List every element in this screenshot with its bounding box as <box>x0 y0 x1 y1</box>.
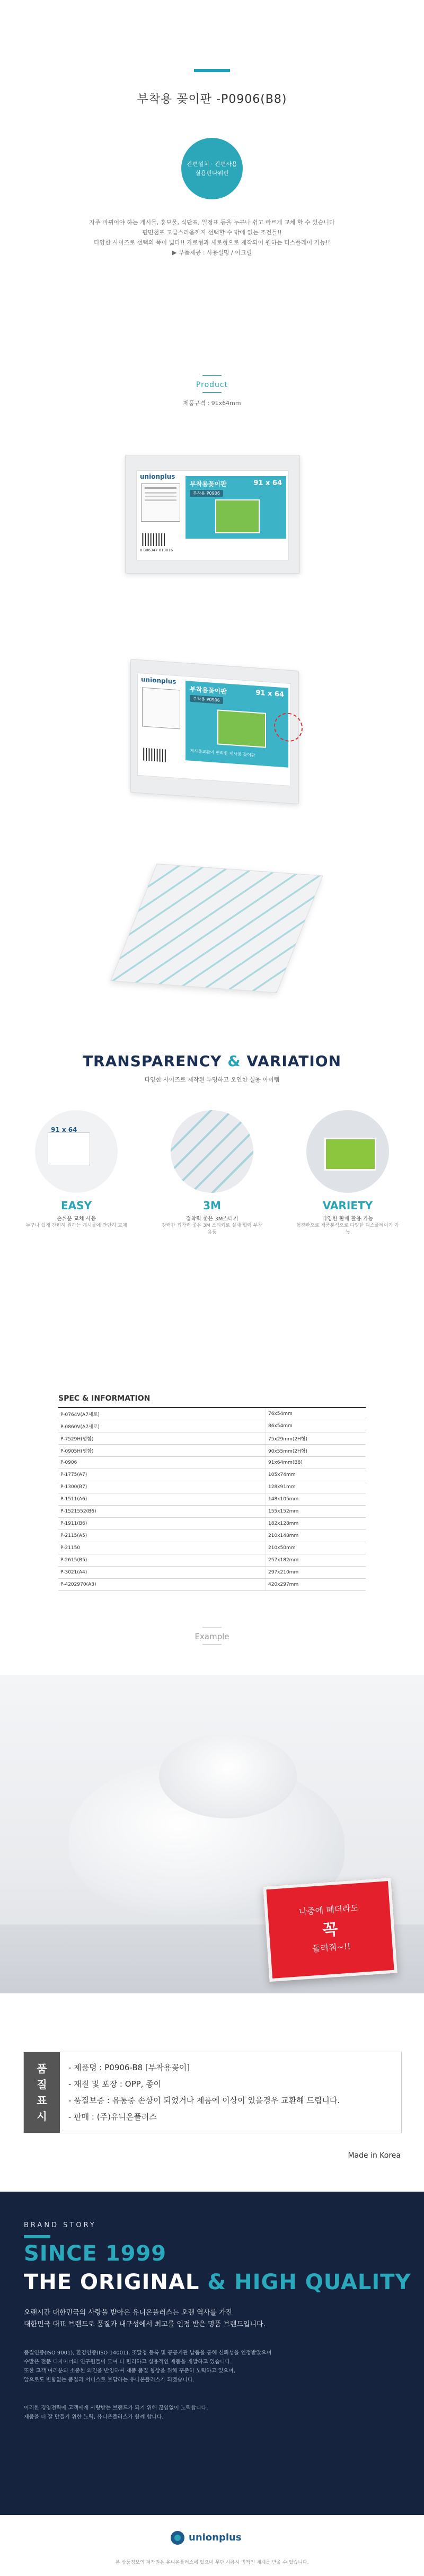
quality-label-char: 시 <box>37 2110 47 2123</box>
ampersand: & <box>227 1052 241 1070</box>
since-heading: SINCE 1999 <box>24 2241 167 2266</box>
card-photo <box>217 709 266 748</box>
product-divider-top <box>202 375 222 376</box>
brand-logo: unionplus <box>140 473 175 480</box>
spec-model: P-1511(A6) <box>58 1493 266 1506</box>
spec-model: P-0906 <box>58 1457 266 1469</box>
card-blue-panel <box>186 476 286 539</box>
brand-story-section <box>0 2192 424 2515</box>
table-row <box>58 1481 366 1493</box>
product-back-side <box>110 864 323 993</box>
brand-line: 수많은 전문 디자이너와 연구원들이 모여 더 편리하고 실용적인 제품을 개발하고 있습니다. <box>24 2359 232 2365</box>
feature-title-3m: 3M <box>203 1199 221 1212</box>
spec-model: P-1300(B7) <box>58 1481 266 1493</box>
spec-size: 105x74mm <box>266 1469 366 1481</box>
spec-model: P-0764V(A7세로) <box>58 1408 266 1420</box>
spec-table <box>58 1407 366 1591</box>
barcode <box>143 748 166 762</box>
red-card-line2: 꼭 <box>322 1920 339 1940</box>
sample-document <box>141 483 180 522</box>
spec-size: 90x55mm(2H형) <box>266 1445 366 1457</box>
brand-paragraph-3 <box>24 2404 208 2422</box>
card-photo <box>215 499 260 533</box>
feature-badge-line: 간편설치 · 간편사용 <box>187 161 237 168</box>
hands-sculpture-upper <box>159 1734 297 1818</box>
spec-model: P-2115(A5) <box>58 1530 266 1542</box>
feature-size-badge: 91 x 64 <box>51 1126 77 1133</box>
transparency-word: TRANSPARENCY <box>82 1052 222 1070</box>
brand-story-bar <box>24 2235 50 2238</box>
made-in: Made in Korea <box>348 2151 401 2160</box>
feature-title-variety: VARIETY <box>322 1199 373 1212</box>
table-row <box>58 1457 366 1469</box>
spec-model: P-21150 <box>58 1542 266 1554</box>
table-row <box>58 1554 366 1567</box>
quality-box <box>23 2052 402 2133</box>
card-size: 91 x 64 <box>255 689 284 699</box>
card-model-pill: 부착용 P0906 <box>190 490 223 497</box>
spec-size: 91x64mm(B8) <box>266 1457 366 1469</box>
card-title: 부착용꽂이판 <box>190 685 227 696</box>
table-row <box>58 1506 366 1518</box>
spec-size: 297x210mm <box>266 1567 366 1579</box>
table-row <box>58 1420 366 1432</box>
transparency-subtitle: 다양한 사이즈로 제작된 투명하고 오인한 실용 아이템 <box>144 1076 280 1083</box>
spec-model: P-0905H(명함) <box>58 1445 266 1457</box>
intro-line: 다양한 사이즈로 선택의 폭이 넓다!! 가로형과 세로형으로 제작되어 원하는 디스플레이 가능!! <box>94 239 330 246</box>
brand-line: 품질인증(ISO 9001), 환경인증(ISO 14001), 조달청 등록 및 공공기관 납품을 통해 신뢰성을 인정받았으며 <box>24 2350 272 2356</box>
page-title: 부착용 꽂이판 -P0906(B8) <box>137 93 287 106</box>
original-word: THE ORIGINAL <box>24 2270 200 2294</box>
quality-line: - 품질보증 : 유통중 손상이 되었거나 제품에 이상이 있을경우 교환해 드립니다. <box>68 2096 340 2105</box>
table-row <box>58 1530 366 1542</box>
table-row <box>58 1567 366 1579</box>
red-card-line3: 돌려줘~!! <box>312 1941 351 1954</box>
feature-small-3m: 강력한 접착력 좋은 3M 스티커로 실제 협력 부착 용품 <box>161 1223 262 1235</box>
table-row <box>58 1469 366 1481</box>
feature-display-image <box>324 1138 376 1171</box>
feature-image-easy <box>35 1110 118 1193</box>
spec-model: P-3021(A4) <box>58 1567 266 1579</box>
spec-model: P-1911(B6) <box>58 1518 266 1530</box>
logo-mark-icon <box>170 2530 186 2546</box>
footer-copyright: 본 상품정보의 저작권은 유니온플러스에 있으며 무단 사용시 법적인 제재를 받을 수 있습니다. <box>115 2560 309 2565</box>
feature-desc-easy: 손쉬운 교체 사용 <box>57 1216 96 1222</box>
product-holder-angled <box>130 659 299 804</box>
brand-story-label: BRAND STORY <box>24 2221 96 2229</box>
spec-size: 182x128mm <box>266 1518 366 1530</box>
spec-size: 210x148mm <box>266 1530 366 1542</box>
feature-desc-3m: 접착력 좋은 3M스티커 <box>186 1216 238 1222</box>
spec-model: P-2615(B5) <box>58 1554 266 1567</box>
feature-image-3m <box>171 1110 253 1193</box>
example-red-card <box>263 1878 398 1982</box>
sample-document <box>142 687 180 729</box>
quality-details <box>68 2060 340 2125</box>
quality-line: - 판매 : (주)유니온플러스 <box>68 2112 157 2122</box>
red-card-line1: 나중에 떼더라도 <box>298 1903 359 1918</box>
quality-label <box>24 2052 60 2133</box>
product-spec: 제품규격 : 91x64mm <box>183 400 241 407</box>
quality-line: - 제품명 : P0906-B8 [부착용꽂이] <box>68 2063 190 2072</box>
product-card-angled <box>137 673 291 786</box>
table-row <box>58 1579 366 1591</box>
table-row <box>58 1408 366 1420</box>
spec-model: P-4202970(A3) <box>58 1579 266 1591</box>
spec-model: P-0860V(A7세로) <box>58 1420 266 1432</box>
feature-badge <box>181 138 243 199</box>
spec-size: 86x54mm <box>266 1420 366 1432</box>
spec-size: 210x50mm <box>266 1542 366 1554</box>
quality-label-char: 질 <box>37 2078 47 2091</box>
table-row <box>58 1518 366 1530</box>
intro-line: 자주 바뀌어야 하는 게시물, 홍보물, 식단표, 일정표 등을 누구나 쉽고 빠르게 교체 할 수 있습니다 <box>89 219 335 226</box>
brand-paragraph-1 <box>24 2307 266 2331</box>
product-card <box>136 470 289 560</box>
barcode-number: 8 806347 013016 <box>140 548 173 552</box>
card-size: 91 x 64 <box>253 479 282 487</box>
spec-size: 75x29mm(2H형) <box>266 1432 366 1445</box>
intro-line: 편면첩포 고급스러움까지 선택할 수 밖에 없는 조건들!! <box>142 229 282 236</box>
brand-line: 오랜시간 대한민국의 사랑을 받아온 유니온플러스는 오랜 역사를 가진 <box>24 2309 233 2317</box>
feature-small-variety: 형광판으로 제품분석으로 다양한 디스플레이가 가능 <box>296 1223 400 1235</box>
spec-size: 148x105mm <box>266 1493 366 1506</box>
high-quality-word: HIGH QUALITY <box>234 2270 411 2294</box>
spec-size: 76x54mm <box>266 1408 366 1420</box>
spec-size: 155x152mm <box>266 1506 366 1518</box>
intro-text <box>0 217 424 258</box>
card-blue-panel <box>186 681 288 768</box>
table-row <box>58 1432 366 1445</box>
spec-title: SPEC & INFORMATION <box>58 1394 151 1403</box>
brand-line: 앞으로도 변함없는 품질과 서비스로 보답하는 유니온플러스가 되겠습니다. <box>24 2377 195 2383</box>
brand-paragraph-2 <box>24 2349 395 2385</box>
brand-line: 이러한 경영전략에 고객에게 사랑받는 브랜드가 되기 위해 끊임없이 노력합니다. <box>24 2405 208 2411</box>
brand-line: 제품을 더 잘 만들기 위한 노력, 유니온플러스가 함께 합니다. <box>24 2414 164 2420</box>
header-accent-bar <box>194 69 230 72</box>
feature-badge-line: 실용판다위판 <box>195 170 229 177</box>
table-row <box>58 1542 366 1554</box>
feature-desc-variety: 다양한 판매 활용 가능 <box>322 1216 374 1222</box>
spec-size: 420x297mm <box>266 1579 366 1591</box>
original-heading <box>24 2270 411 2294</box>
intro-line: ▶ 부품제공 : 사용설명 / 이크릴 <box>172 249 252 256</box>
card-description: 게시물교환이 편리한 재사용 꽂이판 <box>190 748 255 758</box>
quality-label-char: 표 <box>37 2094 47 2107</box>
brand-line: 대한민국 대표 브랜드로 품질과 내구성에서 최고를 인정 받은 명품 브랜드입니다. <box>24 2320 266 2328</box>
variation-word: VARIATION <box>246 1052 342 1070</box>
spec-size: 128x91mm <box>266 1481 366 1493</box>
example-label: Example <box>195 1632 229 1641</box>
feature-title-easy: EASY <box>60 1199 92 1212</box>
ampersand: & <box>207 2270 227 2294</box>
product-divider-bottom <box>202 392 222 393</box>
card-model-pill: 부착용 P0906 <box>190 695 223 704</box>
table-row <box>58 1445 366 1457</box>
quality-label-char: 품 <box>37 2062 47 2075</box>
feature-image-variety <box>306 1110 389 1193</box>
product-holder-front <box>125 455 300 574</box>
quality-line: - 재질 및 포장 : OPP, 종이 <box>68 2079 162 2089</box>
brand-line: 또한 고객 여러분의 소중한 의견을 반영하여 제품 품질 향상을 위해 꾸준히 노력하고 있으며, <box>24 2368 235 2374</box>
spec-size: 257x182mm <box>266 1554 366 1567</box>
barcode <box>142 533 165 546</box>
spec-model: P-1775(A7) <box>58 1469 266 1481</box>
spec-model: P-1521552(B6) <box>58 1506 266 1518</box>
transparency-title <box>0 1052 424 1070</box>
card-title: 부착용꽂이판 <box>190 480 227 488</box>
feature-small-easy: 누구나 쉽게 간편히 원하는 게시물에 간단히 교체 <box>25 1223 127 1228</box>
spec-model: P-7529H(명함) <box>58 1432 266 1445</box>
logo-text: unionplus <box>189 2532 242 2543</box>
brand-logo: unionplus <box>141 675 176 685</box>
feature-card-image <box>48 1132 90 1165</box>
footer-logo[interactable] <box>170 2530 254 2546</box>
table-row <box>58 1493 366 1506</box>
product-section-label: Product <box>196 381 228 389</box>
